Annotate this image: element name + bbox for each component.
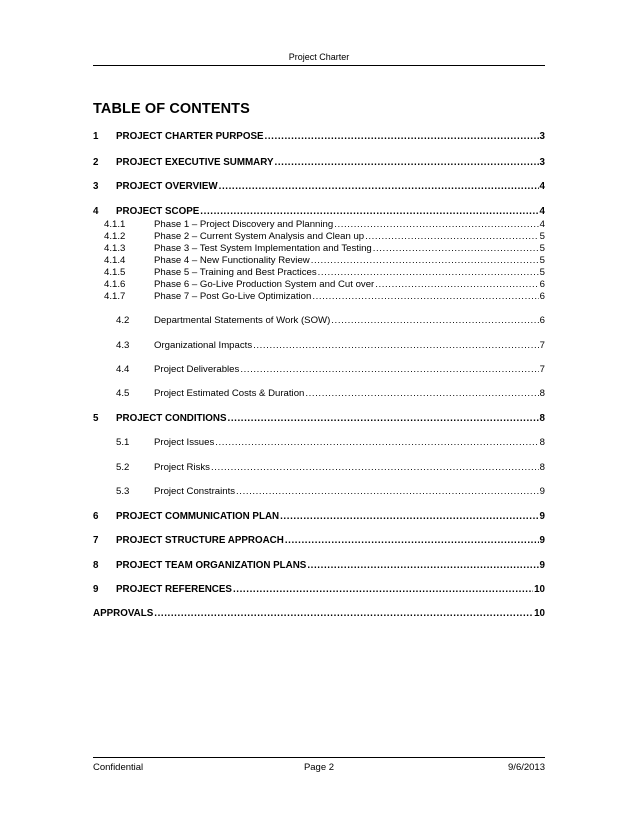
toc-entry-title: Project Estimated Costs & Duration bbox=[154, 388, 305, 399]
toc-leader-dots bbox=[200, 206, 538, 217]
toc-entry-page: 6 bbox=[539, 315, 545, 326]
toc-entry-number: 5.2 bbox=[116, 462, 130, 473]
toc-entry-page: 6 bbox=[539, 279, 545, 290]
toc-entry-title: Phase 4 – New Functionality Review bbox=[154, 255, 310, 266]
toc-leader-dots bbox=[240, 364, 538, 375]
footer-rule bbox=[93, 757, 545, 758]
toc-entry-page: 9 bbox=[539, 486, 545, 497]
toc-leader-dots bbox=[228, 413, 539, 424]
toc-leader-dots bbox=[373, 243, 539, 254]
toc-entry-number: 4.1.6 bbox=[104, 279, 126, 290]
toc-leader-dots bbox=[365, 231, 539, 242]
toc-entry-page: 9 bbox=[539, 560, 545, 571]
toc-entry-4-1-3[interactable] bbox=[93, 243, 545, 254]
toc-entry-title: PROJECT COMMUNICATION PLAN bbox=[116, 511, 280, 522]
toc-entry-page: 4 bbox=[539, 181, 545, 192]
toc-entry-number: 6 bbox=[93, 511, 99, 522]
toc-entry-title: Departmental Statements of Work (SOW) bbox=[154, 315, 331, 326]
toc-leader-dots bbox=[275, 157, 539, 168]
toc-entry-title: Project Issues bbox=[154, 437, 215, 448]
toc-entry-page: 7 bbox=[539, 364, 545, 375]
toc-leader-dots bbox=[280, 511, 538, 522]
toc-entry-number: 9 bbox=[93, 584, 99, 595]
toc-entry-4-2[interactable] bbox=[93, 315, 545, 326]
toc-entry-number: 4.1.1 bbox=[104, 219, 126, 230]
toc-entry-page: 8 bbox=[539, 462, 545, 473]
toc-entry-title: Phase 3 – Test System Implementation and Testing bbox=[154, 243, 372, 254]
toc-entry-number: 4.4 bbox=[116, 364, 130, 375]
toc-entry-page: 8 bbox=[539, 413, 545, 424]
toc-entry-number: 4.2 bbox=[116, 315, 130, 326]
toc-leader-dots bbox=[375, 279, 538, 290]
toc-entry-9[interactable] bbox=[93, 584, 545, 595]
toc-entry-4[interactable] bbox=[93, 206, 545, 217]
toc-entry-page: 3 bbox=[539, 131, 545, 142]
toc-entry-number: 5.3 bbox=[116, 486, 130, 497]
toc-entry-number: 8 bbox=[93, 560, 99, 571]
toc-entry-title: Project Deliverables bbox=[154, 364, 240, 375]
toc-entry-6[interactable] bbox=[93, 511, 545, 522]
toc-entry-number: 1 bbox=[93, 131, 99, 142]
toc-entry-8[interactable] bbox=[93, 560, 545, 571]
toc-leader-dots bbox=[305, 388, 538, 399]
toc-entry-title: Phase 5 – Training and Best Practices bbox=[154, 267, 317, 278]
toc-entry-number: 7 bbox=[93, 535, 99, 546]
footer-confidential: Confidential bbox=[93, 762, 144, 773]
toc-entry-page: 4 bbox=[539, 206, 545, 217]
toc-entry-4-5[interactable] bbox=[93, 388, 545, 399]
toc-leader-dots bbox=[219, 181, 539, 192]
toc-entry-page: 10 bbox=[534, 608, 545, 619]
toc-entry-title: Phase 2 – Current System Analysis and Clean up bbox=[154, 231, 365, 242]
toc-leader-dots bbox=[307, 560, 538, 571]
toc-entry-4-1-5[interactable] bbox=[93, 267, 545, 278]
toc-entry-page: 7 bbox=[539, 340, 545, 351]
toc-leader-dots bbox=[285, 535, 539, 546]
toc-entry-5-2[interactable] bbox=[93, 462, 545, 473]
toc-entry-4-1-4[interactable] bbox=[93, 255, 545, 266]
toc-entry-title: APPROVALS bbox=[93, 608, 154, 619]
toc-leader-dots bbox=[154, 608, 533, 619]
toc-entry-7[interactable] bbox=[93, 535, 545, 546]
toc-entry-number: 4.5 bbox=[116, 388, 130, 399]
toc-entry-1[interactable] bbox=[93, 131, 545, 142]
toc-entry-title: Phase 7 – Post Go-Live Optimization bbox=[154, 291, 312, 302]
toc-leader-dots bbox=[334, 219, 538, 230]
toc-leader-dots bbox=[265, 131, 539, 142]
toc-leader-dots bbox=[318, 267, 539, 278]
toc-entry-4-1-2[interactable] bbox=[93, 231, 545, 242]
toc-entry-title: PROJECT SCOPE bbox=[116, 206, 200, 217]
running-header: Project Charter bbox=[288, 52, 350, 62]
toc-leader-dots bbox=[233, 584, 533, 595]
toc-heading: TABLE OF CONTENTS bbox=[93, 101, 250, 117]
toc-entry-number: 4.1.3 bbox=[104, 243, 126, 254]
toc-entry-title: PROJECT TEAM ORGANIZATION PLANS bbox=[116, 560, 307, 571]
toc-entry-number: 4.1.4 bbox=[104, 255, 126, 266]
toc-entry-5-1[interactable] bbox=[93, 437, 545, 448]
toc-entry-number: 2 bbox=[93, 157, 99, 168]
toc-entry-page: 9 bbox=[539, 535, 545, 546]
toc-entry-4-1-6[interactable] bbox=[93, 279, 545, 290]
footer-date: 9/6/2013 bbox=[508, 762, 545, 773]
toc-entry-number: 4.3 bbox=[116, 340, 130, 351]
toc-leader-dots bbox=[236, 486, 539, 497]
toc-entry-number: 4.1.5 bbox=[104, 267, 126, 278]
toc-entry-number: 4.1.2 bbox=[104, 231, 126, 242]
toc-leader-dots bbox=[311, 255, 539, 266]
toc-entry-4-1-1[interactable] bbox=[93, 219, 545, 230]
toc-entry-title: Phase 6 – Go-Live Production System and Cut over bbox=[154, 279, 375, 290]
toc-entry-page: 8 bbox=[539, 437, 545, 448]
toc-entry-number: 4 bbox=[93, 206, 99, 217]
toc-entry-title: Phase 1 – Project Discovery and Planning bbox=[154, 219, 334, 230]
toc-entry-page: 6 bbox=[539, 291, 545, 302]
toc-entry-5-3[interactable] bbox=[93, 486, 545, 497]
toc-entry-4-4[interactable] bbox=[93, 364, 545, 375]
toc-entry-page: 10 bbox=[534, 584, 545, 595]
toc-entry-page: 5 bbox=[539, 243, 545, 254]
toc-entry-title: PROJECT CHARTER PURPOSE bbox=[116, 131, 264, 142]
toc-entry-number: 3 bbox=[93, 181, 99, 192]
header-rule bbox=[93, 65, 545, 66]
toc-entry-3[interactable] bbox=[93, 181, 545, 192]
toc-leader-dots bbox=[211, 462, 539, 473]
footer-page-number: Page 2 bbox=[303, 762, 335, 773]
toc-entry-4-1-7[interactable] bbox=[93, 291, 545, 302]
toc-entry-title: PROJECT OVERVIEW bbox=[116, 181, 218, 192]
toc-entry-page: 8 bbox=[539, 388, 545, 399]
toc-entry-title: PROJECT EXECUTIVE SUMMARY bbox=[116, 157, 274, 168]
toc-entry-number: 5.1 bbox=[116, 437, 130, 448]
toc-entry-approvals[interactable] bbox=[93, 608, 545, 619]
toc-entry-title: Organizational Impacts bbox=[154, 340, 253, 351]
toc-entry-2[interactable] bbox=[93, 157, 545, 168]
toc-leader-dots bbox=[215, 437, 538, 448]
toc-entry-5[interactable] bbox=[93, 413, 545, 424]
toc-entry-page: 4 bbox=[539, 219, 545, 230]
toc-entry-page: 3 bbox=[539, 157, 545, 168]
toc-leader-dots bbox=[253, 340, 539, 351]
toc-entry-title: Project Constraints bbox=[154, 486, 236, 497]
toc-leader-dots bbox=[312, 291, 538, 302]
toc-entry-title: Project Risks bbox=[154, 462, 210, 473]
toc-entry-page: 9 bbox=[539, 511, 545, 522]
toc-entry-page: 5 bbox=[539, 255, 545, 266]
toc-entry-title: PROJECT STRUCTURE APPROACH bbox=[116, 535, 284, 546]
toc-entry-page: 5 bbox=[539, 267, 545, 278]
toc-entry-4-3[interactable] bbox=[93, 340, 545, 351]
toc-entry-number: 4.1.7 bbox=[104, 291, 126, 302]
toc-entry-title: PROJECT REFERENCES bbox=[116, 584, 232, 595]
toc-entry-number: 5 bbox=[93, 413, 99, 424]
toc-entry-title: PROJECT CONDITIONS bbox=[116, 413, 227, 424]
toc-entry-page: 5 bbox=[539, 231, 545, 242]
toc-leader-dots bbox=[331, 315, 538, 326]
